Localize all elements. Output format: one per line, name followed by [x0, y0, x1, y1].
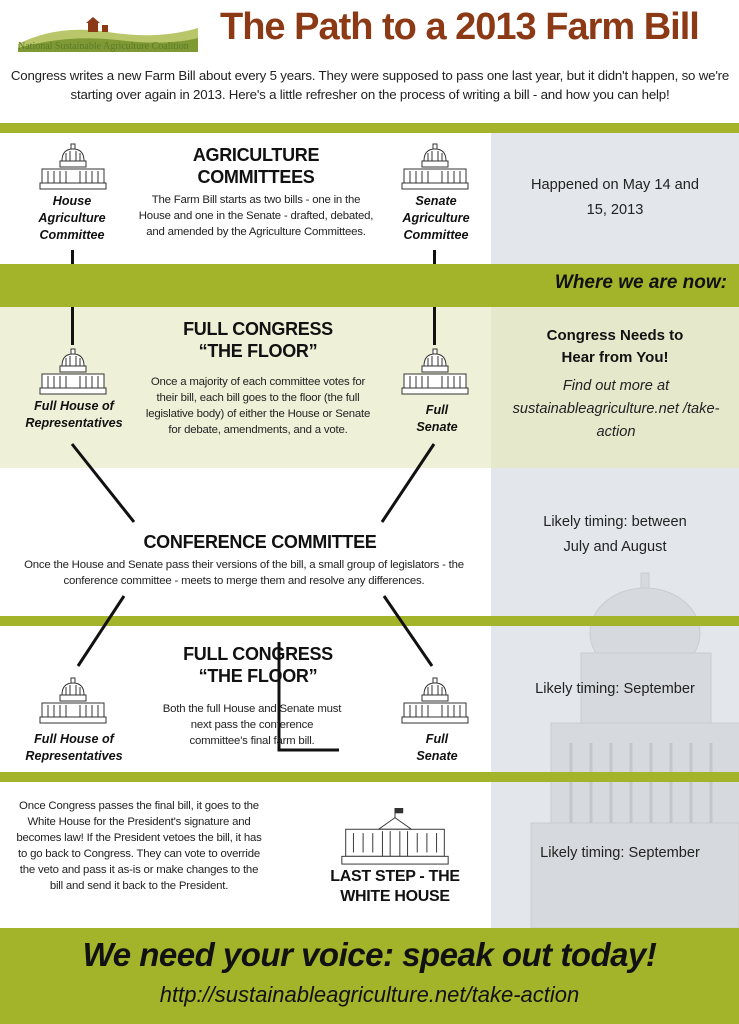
floor1-body: Once a majority of each committee votes for their bill, each bill goes to the floor (the full legislative body) of either the House or Senate for debate, amendments, and a vote. [145, 376, 371, 436]
white-house-timing: Likely timing: September [540, 845, 700, 861]
full-senate-label-2: Full Senate [416, 732, 458, 763]
divider-band [0, 123, 739, 133]
conference-timing: Likely timing: between July and August [543, 514, 687, 555]
full-house-label: Full House of Representatives [25, 399, 123, 430]
white-house-heading: LAST STEP - THE WHITE HOUSE [330, 868, 460, 905]
conference-body: Once the House and Senate pass their versions of the bill, a small group of legislators - the conference committee - meets to merge them and resolve any differences. [24, 559, 464, 587]
where-we-are-now: Where we are now: [554, 272, 727, 293]
connector-line [71, 307, 74, 345]
take-action-link[interactable]: Find out more at sustainableagriculture.net /take-action [512, 378, 720, 440]
floor2-timing: Likely timing: September [535, 681, 695, 697]
conference-heading: CONFERENCE COMMITTEE [143, 532, 377, 552]
white-house-body: Once Congress passes the final bill, it goes to the White House for the President's signature and becomes law! If the President vetoes the bill, it has to go back to Congress. They can vote to override the veto and pass it as-is or make changes to the bill and send it back to the President. [16, 800, 262, 892]
senate-ag-committee-label: Senate Agriculture Committee [402, 194, 470, 242]
capitol-icon [38, 348, 108, 396]
floor2-body: Both the full House and Senate must next pass the conference committee's final farm bill. [162, 703, 342, 747]
capitol-icon [400, 348, 470, 396]
ag-committees-timing: Happened on May 14 and 15, 2013 [531, 177, 699, 218]
connector-line [433, 250, 436, 264]
connector-line [433, 307, 436, 345]
ag-committees-body: The Farm Bill starts as two bills - one in the House and one in the Senate - drafted, debated, and amended by the Agriculture Committees. [138, 194, 374, 238]
full-house-label-2: Full House of Representatives [25, 732, 123, 763]
cta-title: Congress Needs to Hear from You! [546, 327, 684, 366]
logo-text: National Sustainable Agriculture Coalition [18, 41, 189, 52]
house-ag-committee-label: House Agriculture Committee [38, 194, 106, 242]
floor2-heading: FULL CONGRESS “THE FLOOR” [183, 644, 333, 686]
capitol-icon [400, 677, 470, 725]
floor1-heading: FULL CONGRESS “THE FLOOR” [183, 319, 333, 361]
intro-text: Congress writes a new Farm Bill about every 5 years. They were supposed to pass one last year, but it didn't happen, so we're starting over again in 2013. Here's a little refresher on the process of writing a bill - and how you can help! [10, 68, 730, 102]
ag-committees-heading: AGRICULTURE COMMITTEES [192, 145, 320, 187]
connector-line [71, 250, 74, 264]
capitol-icon [38, 677, 108, 725]
full-senate-label: Full Senate [416, 403, 458, 434]
capitol-icon [400, 143, 470, 191]
page-title: The Path to a 2013 Farm Bill [220, 6, 699, 48]
footer-url-link[interactable]: http://sustainableagriculture.net/take-action [159, 982, 580, 1007]
footer-title: We need your voice: speak out today! [82, 936, 657, 973]
white-house-icon [340, 808, 450, 866]
capitol-icon [38, 143, 108, 191]
